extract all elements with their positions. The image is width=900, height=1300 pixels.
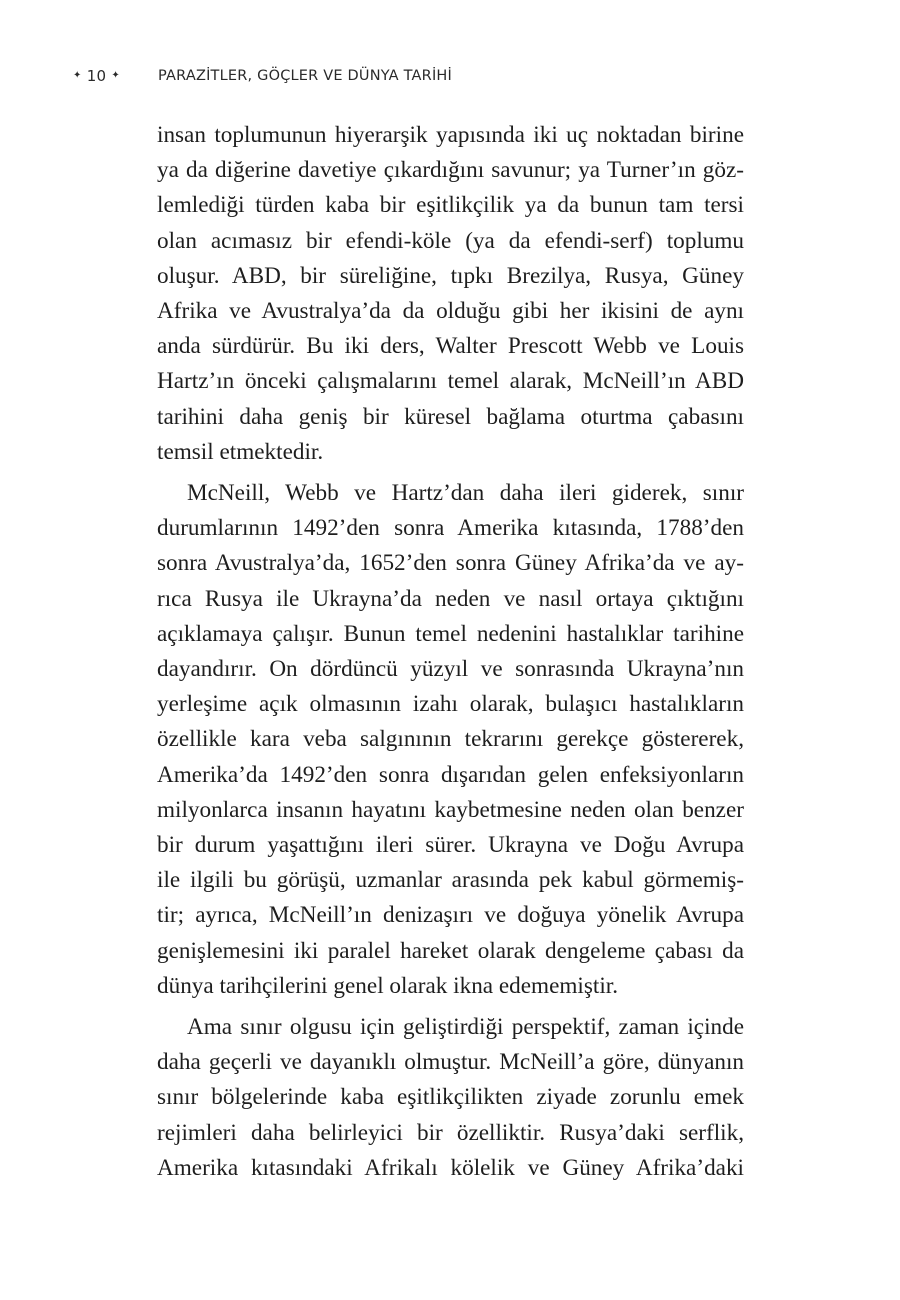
text-line: sonra Avustralya’da, 1652’den sonra Güney Afrika’da ve ay-: [157, 550, 744, 577]
book-title: PARAZİTLER, GÖÇLER VE DÜNYA TARİHİ: [158, 68, 452, 84]
body-text: [157, 118, 744, 1186]
text-line: Amerika kıtasındaki Afrikalı kölelik ve Güney Afrika’daki: [157, 1154, 744, 1181]
paragraph-3: [157, 1010, 744, 1186]
text-line: milyonlarca insanın hayatını kaybetmesine neden olan benzer: [157, 796, 744, 823]
text-line: sınır bölgelerinde kaba eşitlikçilikten ziyade zorunlu emek: [157, 1084, 744, 1111]
text-line: dünya tarihçilerini genel olarak ikna edememiştir.: [157, 972, 619, 999]
text-line: ile ilgili bu görüşü, uzmanlar arasında pek kabul görmemiş-: [157, 867, 744, 894]
text-line: Amerika’da 1492’den sonra dışarıdan gelen enfeksiyonların: [157, 761, 744, 788]
text-line: lemlediği türden kaba bir eşitlikçilik ya da bunun tam tersi: [157, 192, 744, 219]
text-line: oluşur. ABD, bir süreliğine, tıpkı Brezilya, Rusya, Güney: [157, 262, 744, 289]
text-line: yerleşime açık olmasının izahı olarak, bulaşıcı hastalıkların: [157, 691, 744, 718]
text-line: açıklamaya çalışır. Bunun temel nedenini hastalıklar tarihine: [157, 620, 744, 647]
text-line: olan acımasız bir efendi-köle (ya da efendi-serf) toplumu: [157, 227, 744, 254]
paragraph-1: [157, 118, 744, 470]
text-line: tarihini daha geniş bir küresel bağlama oturtma çabasını: [157, 403, 744, 430]
text-line: Ama sınır olgusu için geliştirdiği perspektif, zaman içinde: [187, 1014, 744, 1041]
text-line: anda sürdürür. Bu iki ders, Walter Prescott Webb ve Louis: [157, 333, 744, 360]
text-line: Hartz’ın önceki çalışmalarını temel alarak, McNeill’ın ABD: [157, 368, 744, 395]
ornament-right-icon: ✦: [111, 69, 121, 81]
text-line: özellikle kara veba salgınının tekrarını gerekçe göstererek,: [157, 726, 744, 753]
text-line: Afrika ve Avustralya’da da olduğu gibi her ikisini de aynı: [157, 298, 744, 325]
text-line: genişlemesini iki paralel hareket olarak dengeleme çabası da: [157, 937, 744, 964]
text-line: temsil etmektedir.: [157, 438, 324, 465]
text-line: rejimleri daha belirleyici bir özelliktir. Rusya’daki serflik,: [157, 1119, 744, 1146]
page-number-group: [68, 67, 158, 85]
text-line: tir; ayrıca, McNeill’ın denizaşırı ve doğuya yönelik Avrupa: [157, 902, 744, 929]
paragraph-2: [157, 476, 744, 1004]
ornament-left-icon: ✦: [73, 69, 82, 81]
page-number: 10: [86, 67, 107, 85]
text-line: McNeill, Webb ve Hartz’dan daha ileri giderek, sınır: [187, 480, 744, 507]
text-line: insan toplumunun hiyerarşik yapısında iki uç noktadan birine: [157, 122, 744, 148]
text-line: bir durum yaşattığını ileri sürer. Ukrayna ve Doğu Avrupa: [157, 832, 744, 859]
text-line: dayandırır. On dördüncü yüzyıl ve sonrasında Ukrayna’nın: [157, 656, 744, 683]
text-line: daha geçerli ve dayanıklı olmuştur. McNeill’a göre, dünyanın: [157, 1049, 744, 1076]
running-head: [68, 64, 452, 88]
text-line: ya da diğerine davetiye çıkardığını savunur; ya Turner’ın göz-: [157, 157, 744, 184]
text-line: durumlarının 1492’den sonra Amerika kıtasında, 1788’den: [157, 515, 744, 542]
text-line: rıca Rusya ile Ukrayna’da neden ve nasıl ortaya çıktığını: [157, 585, 744, 612]
